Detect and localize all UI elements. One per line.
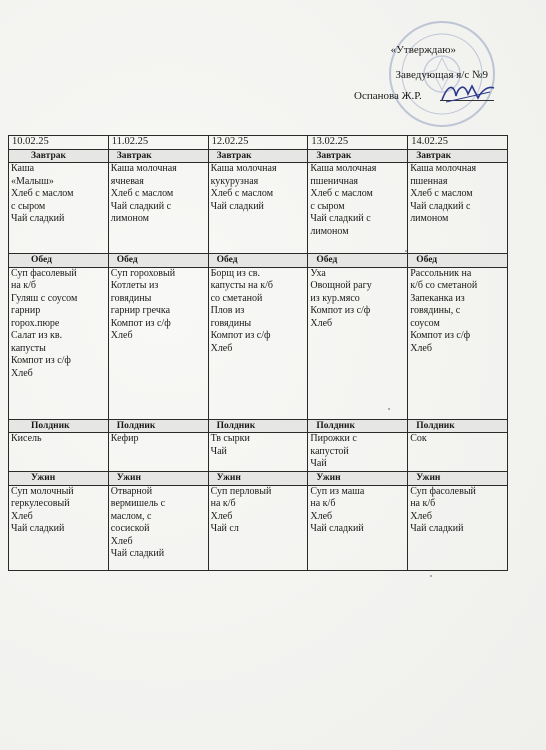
scan-speck — [388, 408, 390, 410]
menu-cell: Борщ из св. капусты на к/б со сметаной Плов из говядины Компот из с/ф Хлеб — [208, 267, 308, 419]
meal-label: Завтрак — [9, 149, 109, 163]
meal-label: Ужин — [108, 472, 208, 486]
menu-cell: Каша молочная пшенная Хлеб с маслом Чай сладкий с лимоном — [408, 163, 508, 254]
menu-cell: Суп гороховый Котлеты из говядины гарнир гречка Компот из с/ф Хлеб — [108, 267, 208, 419]
snack-row — [9, 433, 508, 472]
menu-cell: Кефир — [108, 433, 208, 472]
scan-speck — [430, 575, 432, 577]
dinner-header-row — [9, 472, 508, 486]
dinner-row — [9, 485, 508, 570]
scan-speck — [405, 250, 407, 252]
meal-label: Ужин — [408, 472, 508, 486]
date-cell: 11.02.25 — [108, 136, 208, 150]
meal-label: Полдник — [108, 419, 208, 433]
menu-cell: Тв сырки Чай — [208, 433, 308, 472]
meal-label: Ужин — [308, 472, 408, 486]
lunch-row — [9, 267, 508, 419]
menu-cell: Суп фасолевый на к/б Гуляш с соусом гарнир горох.пюре Салат из кв. капусты Компот из с/ф Хлеб — [9, 267, 109, 419]
weekly-menu-table — [8, 135, 508, 571]
menu-cell: Каша молочная ячневая Хлеб с маслом Чай сладкий с лимоном — [108, 163, 208, 254]
approval-title: «Утверждаю» — [390, 44, 456, 56]
approval-block — [0, 0, 546, 120]
menu-cell: Суп из маша на к/б Хлеб Чай сладкий — [308, 485, 408, 570]
menu-cell: Сок — [408, 433, 508, 472]
menu-cell: Пирожки с капустой Чай — [308, 433, 408, 472]
meal-label: Обед — [208, 254, 308, 268]
meal-label: Завтрак — [108, 149, 208, 163]
snack-header-row — [9, 419, 508, 433]
meal-label: Полдник — [408, 419, 508, 433]
approval-name: Оспанова Ж.Р. — [354, 90, 422, 102]
meal-label: Полдник — [9, 419, 109, 433]
meal-label: Обед — [408, 254, 508, 268]
meal-label: Обед — [308, 254, 408, 268]
meal-label: Ужин — [208, 472, 308, 486]
date-cell: 13.02.25 — [308, 136, 408, 150]
menu-cell: Каша молочная кукурузная Хлеб с маслом Чай сладкий — [208, 163, 308, 254]
menu-cell: Кисель — [9, 433, 109, 472]
handwritten-signature — [438, 78, 498, 106]
meal-label: Полдник — [208, 419, 308, 433]
menu-cell: Суп перловый на к/б Хлеб Чай сл — [208, 485, 308, 570]
menu-cell: Суп фасолевый на к/б Хлеб Чай сладкий — [408, 485, 508, 570]
approval-position: Заведующая я/с №9 — [395, 69, 488, 81]
meal-label: Ужин — [9, 472, 109, 486]
breakfast-header-row — [9, 149, 508, 163]
menu-cell: Рассольник на к/б со сметаной Запеканка из говядины, с соусом Компот из с/ф Хлеб — [408, 267, 508, 419]
meal-label: Полдник — [308, 419, 408, 433]
meal-label: Завтрак — [208, 149, 308, 163]
meal-label: Обед — [108, 254, 208, 268]
date-cell: 10.02.25 — [9, 136, 109, 150]
menu-cell: Отварной вермишель с маслом, с сосиской Хлеб Чай сладкий — [108, 485, 208, 570]
menu-cell: Суп молочный геркулесовый Хлеб Чай сладкий — [9, 485, 109, 570]
lunch-header-row — [9, 254, 508, 268]
breakfast-row — [9, 163, 508, 254]
menu-cell: Уха Овощной рагу из кур.мясо Компот из с/ф Хлеб — [308, 267, 408, 419]
date-cell: 12.02.25 — [208, 136, 308, 150]
menu-cell: Каша молочная пшеничная Хлеб с маслом с сыром Чай сладкий с лимоном — [308, 163, 408, 254]
date-cell: 14.02.25 — [408, 136, 508, 150]
meal-label: Завтрак — [308, 149, 408, 163]
meal-label: Обед — [9, 254, 109, 268]
menu-cell: Каша «Малыш» Хлеб с маслом с сыром Чай сладкий — [9, 163, 109, 254]
dates-row — [9, 136, 508, 150]
meal-label: Завтрак — [408, 149, 508, 163]
